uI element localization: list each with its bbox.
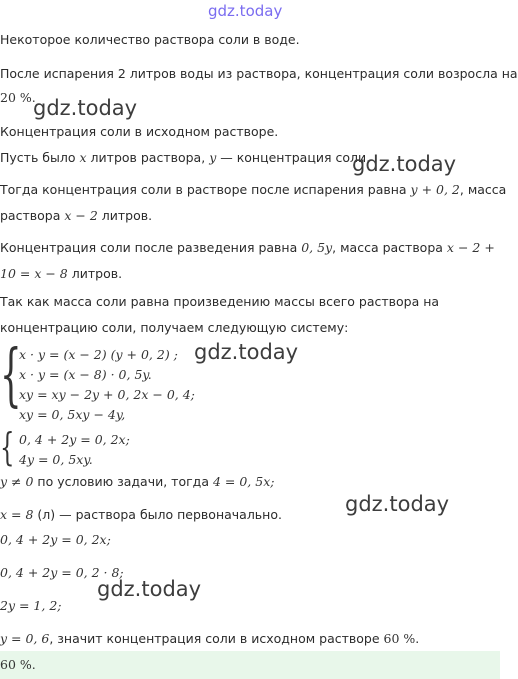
- final-expression: y = 0, 6: [0, 631, 50, 646]
- watermark: gdz.today: [97, 577, 202, 601]
- since-line-1: Так как масса соли равна произведению массы всего раствора на: [0, 294, 440, 309]
- watermark: gdz.today: [345, 492, 450, 516]
- let-line: [0, 150, 370, 166]
- problem-line-2: После испарения 2 литров воды из раствора, концентрация соли возросла на: [0, 66, 518, 81]
- solution-intro: Концентрация соли в исходном растворе.: [0, 124, 279, 139]
- var-y: y: [209, 150, 217, 165]
- system1-eq-4: xy = 0, 5xy − 4y,: [19, 407, 126, 422]
- var-x: x: [79, 150, 87, 165]
- let-text-b: литров раствора,: [90, 150, 206, 165]
- dilution-text-c: литров.: [71, 266, 123, 281]
- then-text-a: Тогда концентрация соли в растворе после испарения равна: [0, 182, 407, 197]
- equation-1: 0, 4 + 2y = 0, 2x;: [0, 532, 111, 547]
- answer-text: 60 %.: [0, 657, 36, 672]
- condition-expression-2: 4 = 0, 5x;: [212, 474, 275, 489]
- top-watermark: gdz.today: [208, 2, 283, 20]
- then-expression: y + 0, 2: [410, 182, 460, 197]
- condition-line: [0, 474, 274, 490]
- dilution-text-a: Концентрация соли после разведения равна: [0, 240, 298, 255]
- watermark: gdz.today: [33, 96, 138, 120]
- watermark: gdz.today: [352, 152, 457, 176]
- dilution-text-b: , масса раствора: [332, 240, 443, 255]
- system-brace-1: {: [0, 336, 22, 415]
- final-dot: .: [415, 631, 420, 646]
- final-line: [0, 631, 419, 647]
- problem-line-3: 20 %.: [0, 90, 36, 105]
- x-result-expression: x = 8: [0, 507, 34, 522]
- final-percent: 60 %: [383, 631, 416, 646]
- problem-line-1: Некоторое количество раствора соли в воде.: [0, 32, 300, 47]
- let-text-a: Пусть было: [0, 150, 76, 165]
- final-text: , значит концентрация соли в исходном растворе: [49, 631, 380, 646]
- system-brace-2: {: [0, 425, 15, 469]
- system1-eq-2: x · y = (x − 8) · 0, 5y.: [19, 367, 152, 382]
- equation-2: 0, 4 + 2y = 0, 2 · 8;: [0, 565, 124, 580]
- mass-text-a: раствора: [0, 208, 61, 223]
- dilution-expression-1: 0, 5y: [301, 240, 333, 255]
- system1-eq-3: xy = xy − 2y + 0, 2x − 0, 4;: [19, 387, 195, 402]
- x-result-text: (л) — раствора было первоначально.: [37, 507, 282, 522]
- let-text-c: — концентрация соли.: [220, 150, 371, 165]
- system2-eq-1: 0, 4 + 2y = 0, 2x;: [19, 432, 130, 447]
- dilution-expression-3: 10 = x − 8: [0, 266, 68, 281]
- x-result-line: [0, 507, 282, 523]
- watermark: gdz.today: [194, 340, 299, 364]
- mass-expression: x − 2: [64, 208, 98, 223]
- equation-3: 2y = 1, 2;: [0, 598, 62, 613]
- dilution-line-2: [0, 266, 122, 282]
- system1-eq-1: x · y = (x − 2) (y + 0, 2) ;: [19, 347, 178, 362]
- then-line: [0, 182, 506, 198]
- condition-text: по условию задачи, тогда: [37, 474, 209, 489]
- dilution-line: [0, 240, 495, 256]
- dilution-expression-2: x − 2 +: [446, 240, 495, 255]
- mass-line: [0, 208, 152, 224]
- mass-text-b: литров.: [101, 208, 153, 223]
- answer-box: [0, 651, 500, 679]
- condition-expression-1: y ≠ 0: [0, 474, 34, 489]
- system2-eq-2: 4y = 0, 5xy.: [19, 452, 93, 467]
- then-text-b: , масса: [459, 182, 507, 197]
- since-line-2: концентрацию соли, получаем следующую систему:: [0, 320, 349, 335]
